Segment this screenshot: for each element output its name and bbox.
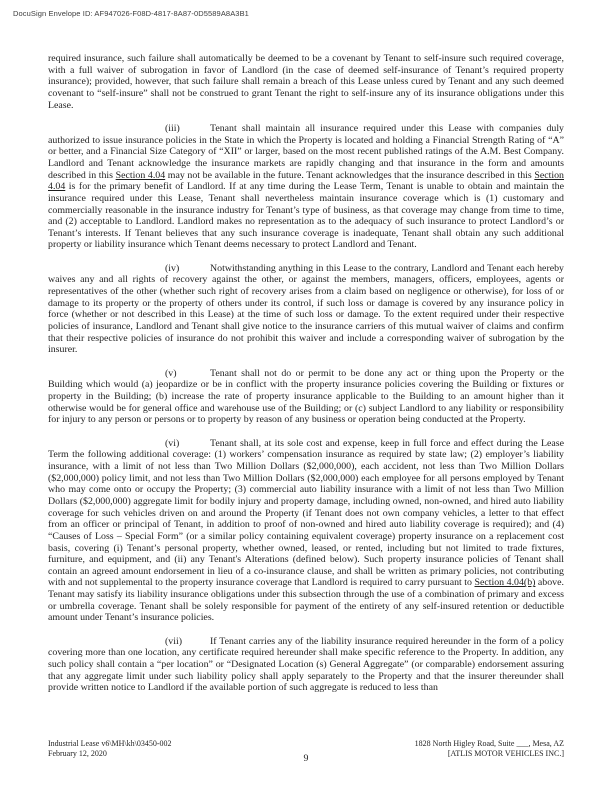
footer-date: February 12, 2020 xyxy=(48,749,107,758)
docusign-envelope-id: DocuSign Envelope ID: AF947026-F08D-4817-8A87-0D5589A8A3B1 xyxy=(13,9,249,18)
paragraph-text: is for the primary benefit of Landlord. If at any time during the Lease Term, Tenant is unable to obtain and maintain the insurance required under this Lease, Tenant shall nevertheless maintain insurance coverage which is (1) customary and commercially reasonable in the insurance industry for Tenant’s type of business, as that coverage may change from time to time, and (2) acceptable to Landlord. Landlord makes no representation as to the adequacy of such insurance to protect Landlord’s or Tenant’s interests. If Tenant believes that any such insurance coverage is inadequate, Tenant shall obtain any such additional property or liability insurance which Tenant deems necessary to protect Landlord and Tenant. xyxy=(48,181,564,251)
footer-company: [ATLIS MOTOR VEHICLES INC.] xyxy=(447,749,564,758)
section-reference: Section 4.04 xyxy=(48,169,564,193)
footer-doc-reference: Industrial Lease v6\MH\kh\03450-002 xyxy=(48,739,172,748)
paragraph-text: above. Tenant may satisfy its liability insurance obligations under this subsection through the use of a combination of primary and excess or umbrella coverage. Tenant shall be solely responsible for payment of the entirety of any self-insured retention or deductible amount under Tenant’s insurance policies. xyxy=(48,577,564,624)
lease-paragraph-vii xyxy=(48,636,564,694)
paragraph-number: (vii) xyxy=(165,635,183,647)
paragraph-number: (iv) xyxy=(165,262,180,274)
paragraph-number: (iii) xyxy=(165,122,180,134)
paragraph-text: If Tenant carries any of the liability insurance required hereunder in the form of a policy covering more than one location, any certificate required hereunder shall make specific reference to the Property. In addition, any such policy shall contain a “per location” or “Designated Location (s) General Aggregate” (or comparable) endorsement assuring that any aggregate limit under such liability policy shall apply separately to the Property and that the insurer thereunder shall provide written notice to Landlord if the available portion of such aggregate is reduced to less than xyxy=(48,635,564,694)
paragraph-text: Tenant shall, at its sole cost and expense, keep in full force and effect during the Lease Term the following additional coverage: (1) workers’ compensation insurance as required by state law; (2) employer’s liability insurance, with a limit of not less than Two Million Dollars ($2,000,000), each accident, not less than Two Million Dollars ($2,000,000) policy limit, and not less than Two Million Dollars ($2,000,000) each employee for all persons employed by Tenant who may come onto or occupy the Property; (3) commercial auto liability insurance with a limit of not less than Two Million Dollars ($2,000,000) aggregate limit for bodily injury and property damage, including owned, non-owned, and hired auto liability coverage for such vehicles driven on and around the Property (if Tenant does not own company vehicles, a letter to that effect from an officer or principal of Tenant, in addition to proof of non-owned and hired auto liability coverage is required); and (4) “Causes of Loss – Special Form” (or a similar policy containing equivalent coverage) property insurance on a replacement cost basis, covering (i) Tenant’s personal property, whether owned, leased, or rented, including but not limited to trade fixtures, furniture, and equipment, and (ii) any Tenant's Alterations (defined below). Such property insurance policies of Tenant shall contain an agreed amount endorsement in lieu of a co-insurance clause, and shall be written as primary policies, not contributing with and not supplemental to the property insurance coverage that Landlord is required to carry pursuant to xyxy=(48,437,564,589)
paragraph-text: Tenant shall maintain all insurance required under this Lease with companies duly authorized to issue insurance policies in the State in which the Property is located and holding a Financial Strength Rating of “A” or better, and a Financial Size Category of “XII” or larger, based on the most recent published ratings of the A.M. Best Company. Landlord and Tenant acknowledge the insurance markets are rapidly changing and that insurance in the form and amounts described in this xyxy=(48,122,564,181)
page-number: 9 xyxy=(303,753,309,764)
lease-paragraph-iii xyxy=(48,123,564,251)
paragraph-number: (v) xyxy=(165,367,177,379)
lease-body xyxy=(48,53,564,737)
footer-address: 1828 North Higley Road, Suite ___, Mesa, AZ xyxy=(414,739,564,748)
section-reference: Section 4.04 xyxy=(115,169,166,181)
paragraph-text: Tenant shall not do or permit to be done any act or thing upon the Property or the Building which would (a) jeopardize or be in conflict with the property insurance policies covering the Building or fixtures or property in the Building; (b) increase the rate of property insurance applicable to the Building to an amount higher than it otherwise would be for general office and warehouse use of the Building; or (c) subject Landlord to any liability or responsibility for injury to any person or persons or to property by reason of any business or operation being conducted at the Property. xyxy=(48,367,564,426)
section-reference: Section 4.04(b) xyxy=(474,577,536,589)
lease-paragraph-vi xyxy=(48,438,564,625)
lease-paragraph-v xyxy=(48,368,564,426)
paragraph-text: may not be available in the future. Tenant acknowledges that the insurance described in this xyxy=(165,169,535,181)
numbered-paragraphs xyxy=(48,123,564,694)
lease-paragraph-iv xyxy=(48,263,564,356)
paragraph-number: (vi) xyxy=(165,437,180,449)
paragraph-continuation: required insurance, such failure shall automatically be deemed to be a covenant by Tenant to self-insure such required coverage, with a full waiver of subrogation in favor of Landlord (in the case of deemed self-insurance of Tenant’s required property insurance); provided, however, that such failure shall remain a breach of this Lease unless cured by Tenant and any such deemed covenant to “self-insure” shall not be construed to grant Tenant the right to self-insure any of its insurance obligations under this Lease. xyxy=(48,53,564,111)
paragraph-text: Notwithstanding anything in this Lease to the contrary, Landlord and Tenant each hereby waives any and all rights of recovery against the other, or against the members, managers, officers, employees, agents or representatives of the other (whether such right of recovery arises from a claim based on negligence or otherwise), for loss of or damage to its property or the property of others under its control, if such loss or damage is covered by any insurance policy in force (whether or not described in this Lease) at the time of such loss or damage. To the extent required under their respective policies of insurance, Landlord and Tenant shall give notice to the insurance carriers of this mutual waiver of claims and confirm that their respective policies of insurance do not prohibit this waiver and include a corresponding waiver of subrogation by the insurer. xyxy=(48,262,564,356)
